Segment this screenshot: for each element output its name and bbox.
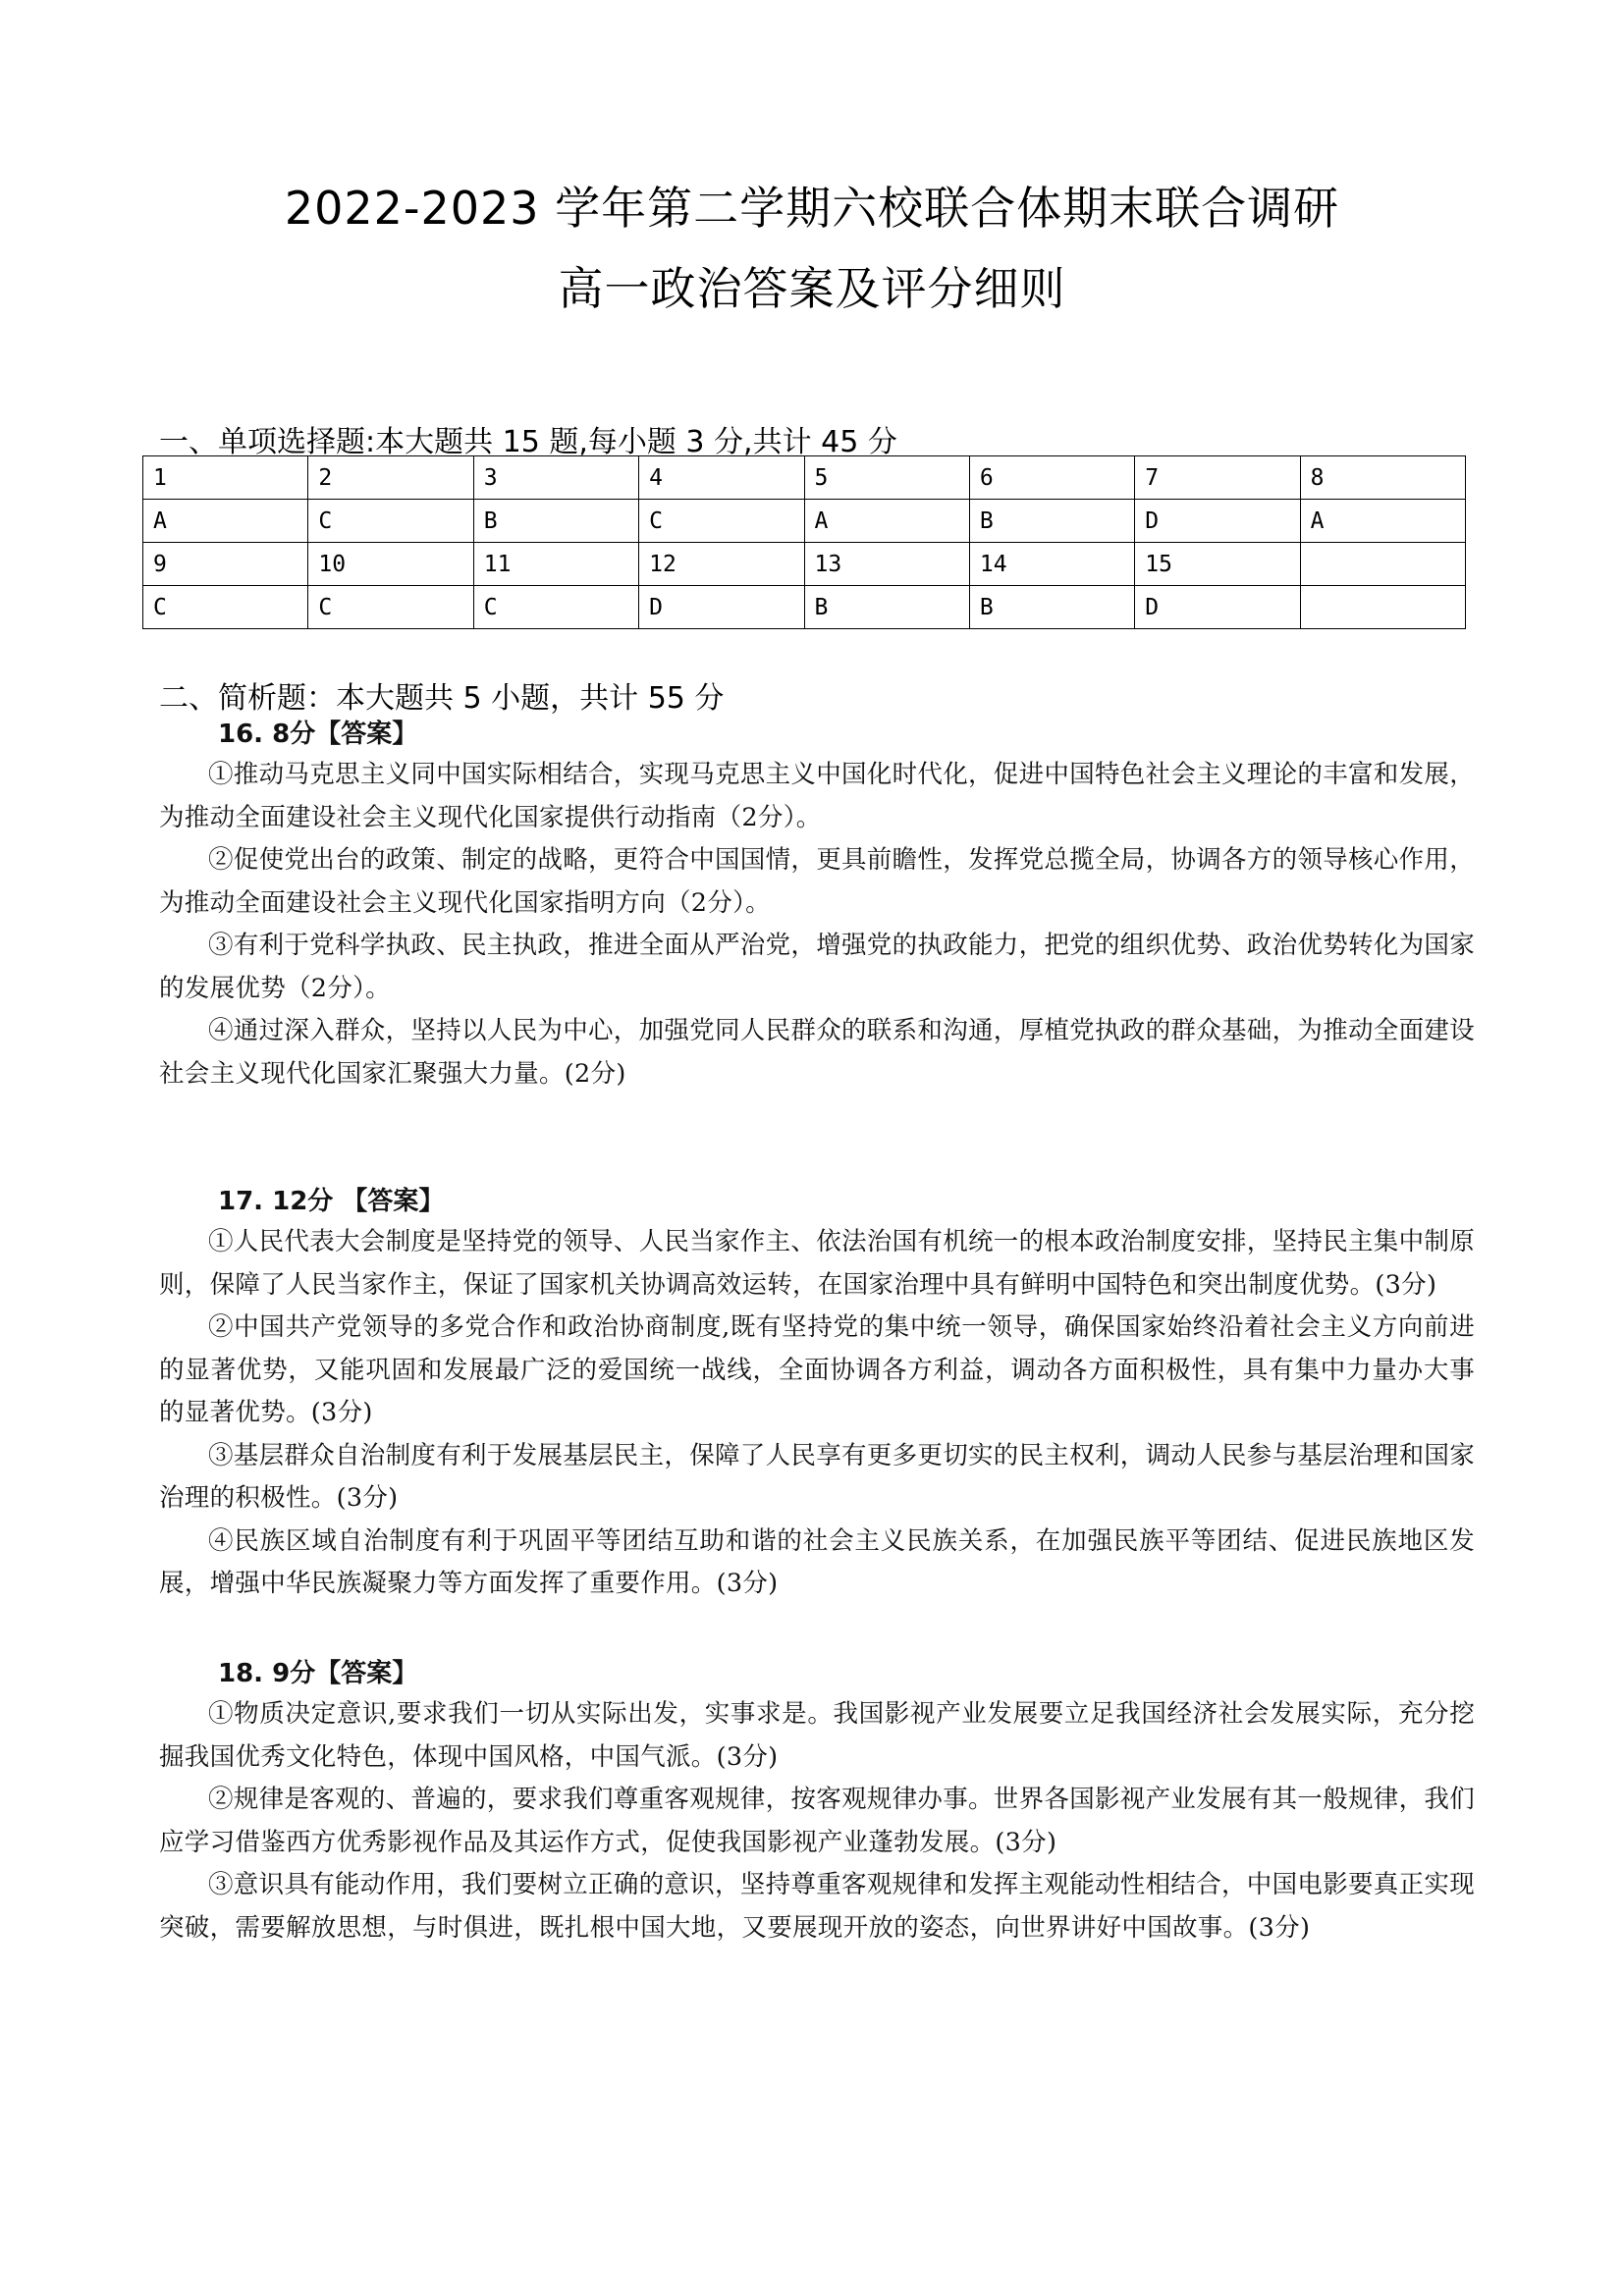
table-cell: 8 <box>1300 456 1465 500</box>
table-row <box>143 586 1466 629</box>
table-cell: A <box>804 500 969 543</box>
table-cell: B <box>969 500 1134 543</box>
table-cell: D <box>639 586 804 629</box>
table-cell: 6 <box>969 456 1134 500</box>
table-cell: 11 <box>473 543 638 586</box>
answer-paragraph: ②规律是客观的、普遍的，要求我们尊重客观规律，按客观规律办事。世界各国影视产业发展有其一般规律，我们应学习借鉴西方优秀影视作品及其运作方式，促使我国影视产业蓬勃发展。(3分) <box>159 1785 1476 1857</box>
table-cell: D <box>1135 586 1300 629</box>
question-16-heading: 16. 8分【答案】 <box>218 720 418 749</box>
table-cell: A <box>143 500 308 543</box>
answer-paragraph: ①人民代表大会制度是坚持党的领导、人民当家作主、依法治国有机统一的根本政治制度安排，坚持民主集中制原则，保障了人民当家作主，保证了国家机关协调高效运转，在国家治理中具有鲜明中国特色和突出制度优势。(3分) <box>159 1227 1476 1300</box>
table-cell: C <box>639 500 804 543</box>
answer-paragraph: ③有利于党科学执政、民主执政，推进全面从严治党，增强党的执政能力，把党的组织优势、政治优势转化为国家的发展优势（2分）。 <box>159 931 1476 1003</box>
answer-paragraph: ①物质决定意识,要求我们一切从实际出发，实事求是。我国影视产业发展要立足我国经济社会发展实际，充分挖掘我国优秀文化特色，体现中国风格，中国气派。(3分) <box>159 1699 1475 1772</box>
answer-paragraph: ③基层群众自治制度有利于发展基层民主，保障了人民享有更多更切实的民主权利，调动人民参与基层治理和国家治理的积极性。(3分) <box>159 1440 1476 1513</box>
answer-paragraph: ②中国共产党领导的多党合作和政治协商制度,既有坚持党的集中统一领导，确保国家始终沿着社会主义方向前进的显著优势，又能巩固和发展最广泛的爱国统一战线，全面协调各方利益，调动各方面积极性，具有集中力量办大事的显著优势。(3分) <box>159 1312 1475 1427</box>
table-cell: C <box>143 586 308 629</box>
answer-table <box>142 455 1466 629</box>
table-cell: 7 <box>1135 456 1300 500</box>
question-16-block <box>159 715 1475 1095</box>
document-title: 2022-2023 学年第二学期六校联合体期末联合调研 <box>284 182 1340 235</box>
section1-heading: 一、单项选择题:本大题共 15 题,每小题 3 分,共计 45 分 <box>159 425 897 459</box>
table-cell: 9 <box>143 543 308 586</box>
table-cell: 2 <box>308 456 473 500</box>
question-18-block <box>159 1654 1475 1949</box>
section2-heading: 二、简析题：本大题共 5 小题，共计 55 分 <box>159 681 725 716</box>
document-subtitle: 高一政治答案及评分细则 <box>558 262 1066 315</box>
table-cell: B <box>969 586 1134 629</box>
question-17-block <box>159 1182 1475 1606</box>
table-row <box>143 500 1466 543</box>
table-cell: B <box>473 500 638 543</box>
question-17-heading: 17. 12分 【答案】 <box>218 1187 445 1216</box>
table-cell: 15 <box>1135 543 1300 586</box>
table-cell: C <box>473 586 638 629</box>
question-18-heading: 18. 9分【答案】 <box>218 1659 418 1688</box>
table-cell: 12 <box>639 543 804 586</box>
table-cell: 13 <box>804 543 969 586</box>
table-row <box>143 543 1466 586</box>
table-cell <box>1300 586 1465 629</box>
answer-paragraph: ④通过深入群众，坚持以人民为中心，加强党同人民群众的联系和沟通，厚植党执政的群众基础，为推动全面建设社会主义现代化国家汇聚强大力量。(2分) <box>159 1016 1476 1089</box>
table-cell: A <box>1300 500 1465 543</box>
table-cell: 3 <box>473 456 638 500</box>
table-cell: 10 <box>308 543 473 586</box>
table-cell: 4 <box>639 456 804 500</box>
table-cell: 14 <box>969 543 1134 586</box>
table-cell: 5 <box>804 456 969 500</box>
answer-paragraph: ①推动马克思主义同中国实际相结合，实现马克思主义中国化时代化，促进中国特色社会主义理论的丰富和发展，为推动全面建设社会主义现代化国家提供行动指南（2分）。 <box>159 760 1476 832</box>
table-row <box>143 456 1466 500</box>
answer-paragraph: ③意识具有能动作用，我们要树立正确的意识，坚持尊重客观规律和发挥主观能动性相结合，中国电影要真正实现突破，需要解放思想，与时俱进，既扎根中国大地，又要展现开放的姿态，向世界讲好中国故事。(3分) <box>159 1870 1476 1943</box>
table-cell: C <box>308 500 473 543</box>
answer-paragraph: ②促使党出台的政策、制定的战略，更符合中国国情，更具前瞻性，发挥党总揽全局，协调各方的领导核心作用，为推动全面建设社会主义现代化国家指明方向（2分）。 <box>159 845 1476 918</box>
table-cell <box>1300 543 1465 586</box>
answer-paragraph: ④民族区域自治制度有利于巩固平等团结互助和谐的社会主义民族关系，在加强民族平等团结、促进民族地区发展，增强中华民族凝聚力等方面发挥了重要作用。(3分) <box>159 1525 1475 1598</box>
table-cell: 1 <box>143 456 308 500</box>
table-cell: B <box>804 586 969 629</box>
table-cell: C <box>308 586 473 629</box>
table-cell: D <box>1135 500 1300 543</box>
